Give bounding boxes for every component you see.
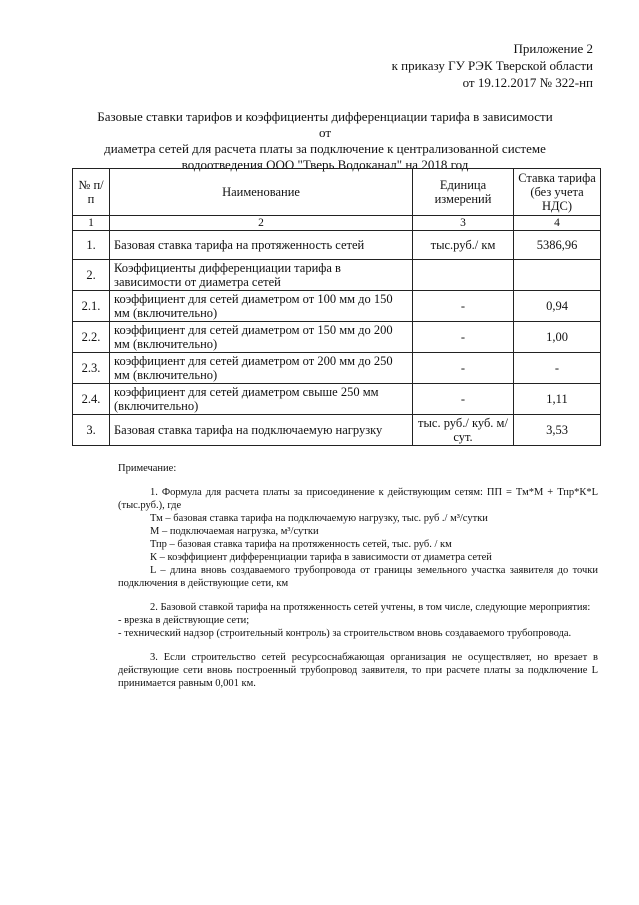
row-unit: - [413,384,514,415]
appendix-header [392,40,593,91]
row-unit: - [413,353,514,384]
index-cell: 2 [110,216,413,231]
table-index-row [73,216,601,231]
row-value [514,260,601,291]
row-num: 2.4. [73,384,110,415]
bullet-item: - технический надзор (строительный контроль) за строительством вновь создаваемого трубопровода. [118,628,572,639]
row-num: 2. [73,260,110,291]
table-row [73,353,601,384]
definition-line: L – длина вновь создаваемого трубопровода от границы земельного участка заявителя до точки подключения в действующие сети, км [118,565,598,589]
row-name: коэффициент для сетей диаметром от 100 мм до 150 мм (включительно) [110,291,413,322]
row-value: 1,00 [514,322,601,353]
note-3: 3. Если строительство сетей ресурсоснабжающая организация не осуществляет, но врезает в действующие сети вновь построенный трубопровод заявителя, то при расчете платы за подключение L принимается равным 0,001 км. [118,652,598,689]
row-value: 0,94 [514,291,601,322]
header-rate: Ставка тарифа (без учета НДС) [514,169,601,216]
row-value: 1,11 [514,384,601,415]
title-line: диаметра сетей для расчета платы за подключение к централизованной системе [104,141,546,156]
row-name: Базовая ставка тарифа на протяженность сетей [110,231,413,260]
definition-line: Тпр – базовая ставка тарифа на протяженность сетей, тыс. руб. / км [150,539,452,550]
bullet-item: - врезка в действующие сети; [118,615,250,626]
tariff-table [72,168,601,446]
definition-line: К – коэффициент дифференциации тарифа в зависимости от диаметра сетей [150,552,492,563]
title-line: водоотведения ООО "Тверь Водоканал" на 2018 год [181,157,469,172]
row-name: коэффициент для сетей диаметром свыше 250 мм (включительно) [110,384,413,415]
row-num: 3. [73,415,110,446]
row-value: 5386,96 [514,231,601,260]
header-unit: Единица измерений [413,169,514,216]
row-num: 2.2. [73,322,110,353]
appendix-date: от 19.12.2017 № 322-нп [462,75,593,90]
table-row [73,384,601,415]
header-num: № п/п [73,169,110,216]
row-value: 3,53 [514,415,601,446]
index-cell: 4 [514,216,601,231]
title-line: Базовые ставки тарифов и коэффициенты дифференциации тарифа в зависимости от [97,109,553,140]
row-unit: тыс. руб./ куб. м/сут. [413,415,514,446]
row-num: 2.3. [73,353,110,384]
notes-heading: Примечание: [118,463,177,474]
header-name: Наименование [110,169,413,216]
note-1: 1. Формула для расчета платы за присоединение к действующим сетям: ПП = Тм*М + Тпр*К*L (тыс.руб.), где [118,487,598,511]
table-row [73,231,601,260]
row-name: Базовая ставка тарифа на подключаемую нагрузку [110,415,413,446]
row-name: Коэффициенты дифференциации тарифа в зависимости от диаметра сетей [110,260,413,291]
definition-line: М – подключаемая нагрузка, м³/сутки [150,526,319,537]
row-num: 2.1. [73,291,110,322]
notes-section [118,462,598,690]
row-unit [413,260,514,291]
document-title [90,109,560,173]
note-2: 2. Базовой ставкой тарифа на протяженность сетей учтены, в том числе, следующие мероприятия: [150,602,591,613]
row-value: - [514,353,601,384]
row-name: коэффициент для сетей диаметром от 200 мм до 250 мм (включительно) [110,353,413,384]
table-row [73,322,601,353]
index-cell: 1 [73,216,110,231]
appendix-title: Приложение 2 [513,41,593,56]
appendix-order: к приказу ГУ РЭК Тверской области [391,58,593,73]
table-header-row [73,169,601,216]
row-num: 1. [73,231,110,260]
table-row [73,415,601,446]
row-unit: - [413,291,514,322]
definition-line: Тм – базовая ставка тарифа на подключаемую нагрузку, тыс. руб ./ м³/сутки [150,513,488,524]
table-row [73,260,601,291]
table-row [73,291,601,322]
row-unit: тыс.руб./ км [413,231,514,260]
index-cell: 3 [413,216,514,231]
row-unit: - [413,322,514,353]
row-name: коэффициент для сетей диаметром от 150 мм до 200 мм (включительно) [110,322,413,353]
